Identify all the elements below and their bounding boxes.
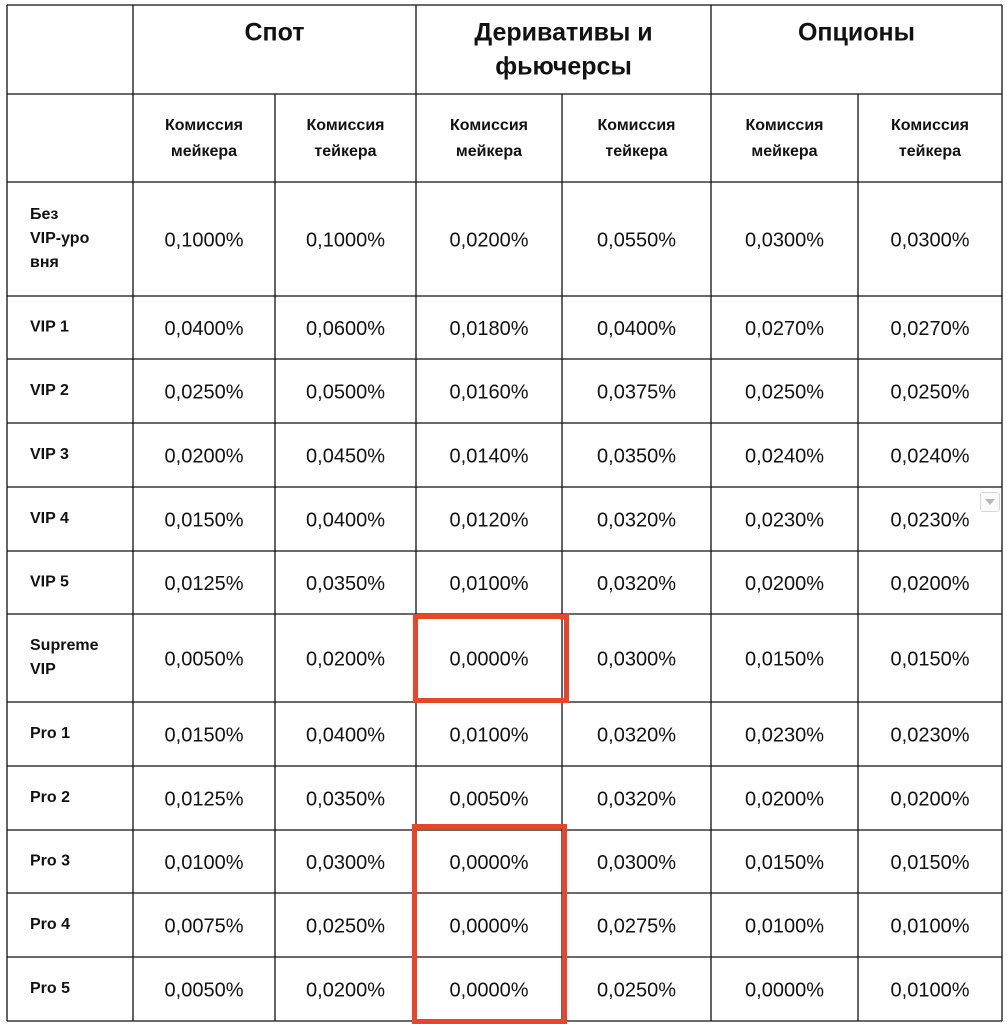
fee-cell: 0,0320%	[597, 724, 676, 747]
fee-cell: 0,1000%	[306, 229, 385, 252]
fee-cell: 0,0500%	[306, 381, 385, 404]
subheader-5-line1: Комиссия	[745, 117, 824, 135]
fee-cell: 0,0270%	[890, 317, 970, 340]
subheader-3-line2: мейкера	[455, 143, 523, 161]
fee-cell: 0,0230%	[745, 509, 824, 532]
fee-cell: 0,0150%	[164, 509, 244, 532]
fee-cell: 0,0400%	[306, 509, 385, 532]
fee-cell: 0,0200%	[449, 229, 529, 252]
fee-cell: 0,0320%	[597, 788, 676, 811]
row-label: Pro 2	[30, 789, 71, 807]
fee-cell: 0,0075%	[164, 915, 244, 938]
fee-cell: 0,0100%	[449, 572, 529, 595]
fee-cell: 0,0200%	[306, 648, 385, 671]
row-label-line2: VIP	[30, 661, 56, 679]
fee-cell: 0,0200%	[890, 788, 970, 811]
fee-cell: 0,0250%	[306, 915, 385, 938]
fee-cell: 0,0100%	[449, 724, 529, 747]
fee-cell: 0,0320%	[597, 509, 676, 532]
fee-cell: 0,0250%	[745, 381, 824, 404]
row-label: VIP 3	[30, 446, 69, 464]
fee-cell: 0,0300%	[597, 851, 676, 874]
fee-cell: 0,0150%	[745, 851, 824, 874]
fee-cell: 0,0230%	[890, 509, 970, 532]
row-label: VIP 5	[30, 573, 69, 591]
subheader-6-line1: Комиссия	[891, 117, 969, 135]
fee-cell: 0,0230%	[890, 724, 970, 747]
row-label: Pro 3	[30, 852, 71, 870]
fee-cell: 0,0150%	[745, 648, 824, 671]
subheader-4-line1: Комиссия	[597, 117, 676, 135]
fee-cell: 0,0300%	[306, 851, 385, 874]
fee-cell: 0,0100%	[890, 979, 970, 1002]
subheader-4-line2: тейкера	[605, 143, 668, 161]
fee-cell: 0,0600%	[306, 317, 385, 340]
fee-cell: 0,0050%	[164, 648, 244, 671]
fee-cell: 0,0125%	[164, 788, 244, 811]
fee-cell: 0,0400%	[306, 724, 385, 747]
group-header-1: Спот	[244, 18, 305, 47]
subheader-1-line1: Комиссия	[165, 117, 243, 135]
fee-cell: 0,0000%	[745, 979, 824, 1002]
fee-cell: 0,0200%	[745, 572, 824, 595]
fee-cell: 0,0000%	[449, 979, 529, 1002]
fee-cell: 0,0125%	[164, 572, 244, 595]
group-header-3: Опционы	[797, 18, 916, 47]
fee-cell: 0,0050%	[164, 979, 244, 1002]
fee-cell: 0,1000%	[164, 229, 244, 252]
row-label-line1: Без	[30, 206, 59, 224]
fee-cell: 0,0200%	[890, 572, 970, 595]
row-label: Pro 1	[30, 725, 71, 743]
fee-cell: 0,0300%	[890, 229, 970, 252]
subheader-6-line2: тейкера	[898, 143, 962, 161]
fee-cell: 0,0140%	[449, 445, 529, 468]
subheader-3-line1: Комиссия	[450, 117, 528, 135]
row-label: VIP 4	[30, 510, 69, 528]
subheader-1-line2: мейкера	[170, 143, 238, 161]
fee-cell: 0,0150%	[890, 851, 970, 874]
fee-cell: 0,0400%	[597, 317, 676, 340]
row-label: VIP 2	[30, 382, 69, 400]
fee-cell: 0,0150%	[164, 724, 244, 747]
fee-cell: 0,0350%	[597, 445, 676, 468]
fee-cell: 0,0100%	[745, 915, 824, 938]
fee-cell: 0,0300%	[597, 648, 676, 671]
fee-cell: 0,0230%	[745, 724, 824, 747]
subheader-2-line1: Комиссия	[306, 117, 385, 135]
row-label: Pro 5	[30, 980, 71, 998]
fee-cell: 0,0100%	[164, 851, 244, 874]
fee-cell: 0,0300%	[745, 229, 824, 252]
fee-cell: 0,0200%	[164, 445, 244, 468]
fee-cell: 0,0375%	[597, 381, 676, 404]
subheader-2-line2: тейкера	[314, 143, 377, 161]
fee-cell: 0,0250%	[597, 979, 676, 1002]
fee-cell: 0,0100%	[890, 915, 970, 938]
fee-cell: 0,0350%	[306, 788, 385, 811]
fee-cell: 0,0180%	[449, 317, 529, 340]
fee-cell: 0,0000%	[449, 648, 529, 671]
fee-cell: 0,0275%	[597, 915, 676, 938]
fee-cell: 0,0240%	[745, 445, 824, 468]
fee-cell: 0,0450%	[306, 445, 385, 468]
fee-cell: 0,0050%	[449, 788, 529, 811]
group-header-2-line2: фьючерсы	[495, 52, 632, 81]
fee-cell: 0,0350%	[306, 572, 385, 595]
fee-cell: 0,0400%	[164, 317, 244, 340]
row-label: VIP 1	[30, 318, 69, 336]
fee-cell: 0,0550%	[597, 229, 676, 252]
row-label: Pro 4	[30, 916, 71, 934]
row-label-line2: VIP-уро	[30, 230, 90, 248]
group-header-2-line1: Деривативы и	[474, 18, 653, 47]
fee-cell: 0,0200%	[745, 788, 824, 811]
fee-cell: 0,0200%	[306, 979, 385, 1002]
fee-cell: 0,0120%	[449, 509, 529, 532]
fee-cell: 0,0250%	[164, 381, 244, 404]
fee-cell: 0,0000%	[449, 851, 529, 874]
chevron-down-icon[interactable]	[980, 492, 1000, 512]
fee-cell: 0,0000%	[449, 915, 529, 938]
fee-cell: 0,0270%	[745, 317, 824, 340]
fee-cell: 0,0160%	[449, 381, 529, 404]
row-label-line3: вня	[30, 254, 59, 272]
subheader-5-line2: мейкера	[751, 143, 818, 161]
fee-cell: 0,0240%	[890, 445, 970, 468]
fee-cell: 0,0320%	[597, 572, 676, 595]
fee-cell: 0,0150%	[890, 648, 970, 671]
row-label-line1: Supreme	[30, 637, 99, 655]
fee-cell: 0,0250%	[890, 381, 970, 404]
